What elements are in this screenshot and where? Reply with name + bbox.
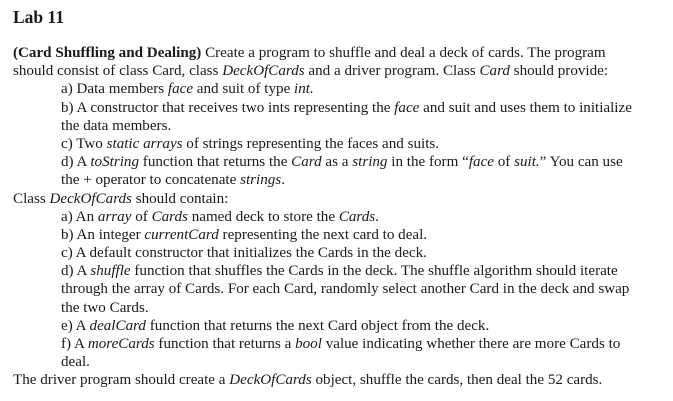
text-segment: d) A: [61, 154, 91, 171]
text-segment: b) A constructor that receives two ints representing the: [61, 99, 395, 116]
italic-text: static arrays: [106, 135, 183, 152]
text-segment: d) A: [61, 263, 91, 280]
text-line: [13, 244, 663, 262]
lab-title: Lab 11: [13, 7, 65, 27]
text-segment: Create a program to shuffle and deal a deck of cards. The program: [201, 45, 606, 61]
text-segment: and suit of type: [193, 81, 295, 98]
italic-text: face: [468, 154, 494, 171]
italic-text: Card: [479, 63, 510, 80]
bold-text: (Card Shuffling and Dealing): [13, 45, 202, 61]
text-segment: should provide:: [509, 63, 609, 80]
text-segment: the two Cards.: [61, 299, 149, 316]
italic-text: moreCards: [87, 336, 155, 352]
text-segment: of: [493, 154, 515, 171]
italic-text: toString: [90, 154, 140, 171]
italic-text: strings: [240, 172, 282, 189]
text-segment: of strings representing the faces and suits.: [182, 135, 440, 152]
text-segment: The driver program should create a: [13, 372, 230, 389]
text-line: [13, 62, 663, 80]
text-line: [13, 317, 663, 335]
text-segment: the data members.: [61, 117, 172, 134]
text-segment: function that shuffles the Cards in the deck. The shuffle algorithm should iterate: [130, 263, 618, 280]
text-segment: function that returns the next Card object from the deck.: [145, 317, 490, 334]
italic-text: dealCard: [89, 317, 146, 334]
text-segment: function that returns a: [154, 336, 296, 352]
text-line: [13, 226, 663, 244]
text-line: [13, 99, 663, 117]
text-segment: and suit and uses them to initialize: [419, 99, 632, 116]
assignment-text: [13, 44, 663, 390]
text-segment: c) A default constructor that initializes the Cards in the deck.: [61, 245, 427, 262]
text-line: [13, 44, 663, 62]
text-segment: value indicating whether there are more Cards to: [321, 336, 621, 352]
text-line: [13, 353, 663, 371]
italic-text: Card: [291, 154, 322, 171]
text-segment: named deck to store the: [187, 208, 339, 225]
text-line: [13, 190, 663, 208]
text-line: [13, 135, 663, 153]
text-line: [13, 280, 663, 298]
text-segment: Class: [13, 190, 50, 207]
text-segment: as a: [321, 154, 353, 171]
text-line: [13, 117, 663, 135]
text-segment: through the array of Cards. For each Card, randomly select another Card in the deck and swap: [61, 281, 630, 298]
text-line: [13, 208, 663, 226]
text-segment: c) Two: [61, 135, 107, 152]
text-line: [13, 171, 663, 189]
italic-text: bool: [295, 336, 322, 352]
text-segment: e) A: [61, 317, 90, 334]
text-segment: representing the next card to deal.: [218, 226, 428, 243]
text-segment: deal.: [61, 354, 90, 371]
text-segment: and a driver program. Class: [304, 63, 480, 80]
text-segment: f) A: [61, 336, 88, 352]
text-line: [13, 371, 663, 389]
text-line: [13, 262, 663, 280]
text-line: [13, 80, 663, 98]
text-segment: b) An integer: [61, 226, 145, 243]
italic-text: string: [352, 154, 388, 171]
text-segment: should contain:: [131, 190, 229, 207]
italic-text: shuffle: [90, 263, 131, 280]
italic-text: DeckOfCards: [49, 190, 132, 207]
text-line: [13, 299, 663, 317]
italic-text: Cards: [151, 208, 188, 225]
italic-text: face: [167, 81, 194, 98]
text-segment: a) An: [61, 208, 98, 225]
italic-text: DeckOfCards: [222, 63, 305, 80]
text-segment: the + operator to concatenate: [61, 172, 241, 189]
text-segment: of: [131, 208, 152, 225]
italic-text: face: [394, 99, 420, 116]
text-segment: a) Data members: [61, 81, 168, 98]
italic-text: DeckOfCards: [229, 372, 312, 389]
italic-text: Cards: [338, 208, 376, 225]
italic-text: array: [97, 208, 132, 225]
italic-text: suit.: [514, 154, 540, 171]
text-segment: should consist of class Card, class: [13, 63, 223, 80]
text-line: [13, 335, 663, 353]
text-segment: ” You can use: [539, 154, 623, 171]
text-line: [13, 153, 663, 171]
text-segment: function that returns the: [139, 154, 292, 171]
text-segment: in the form “: [387, 154, 469, 171]
text-segment: object, shuffle the cards, then deal the 52 cards.: [311, 372, 603, 389]
text-segment: .: [375, 208, 379, 225]
text-segment: .: [281, 172, 285, 189]
italic-text: currentCard: [144, 226, 219, 243]
italic-text: int.: [294, 81, 314, 98]
